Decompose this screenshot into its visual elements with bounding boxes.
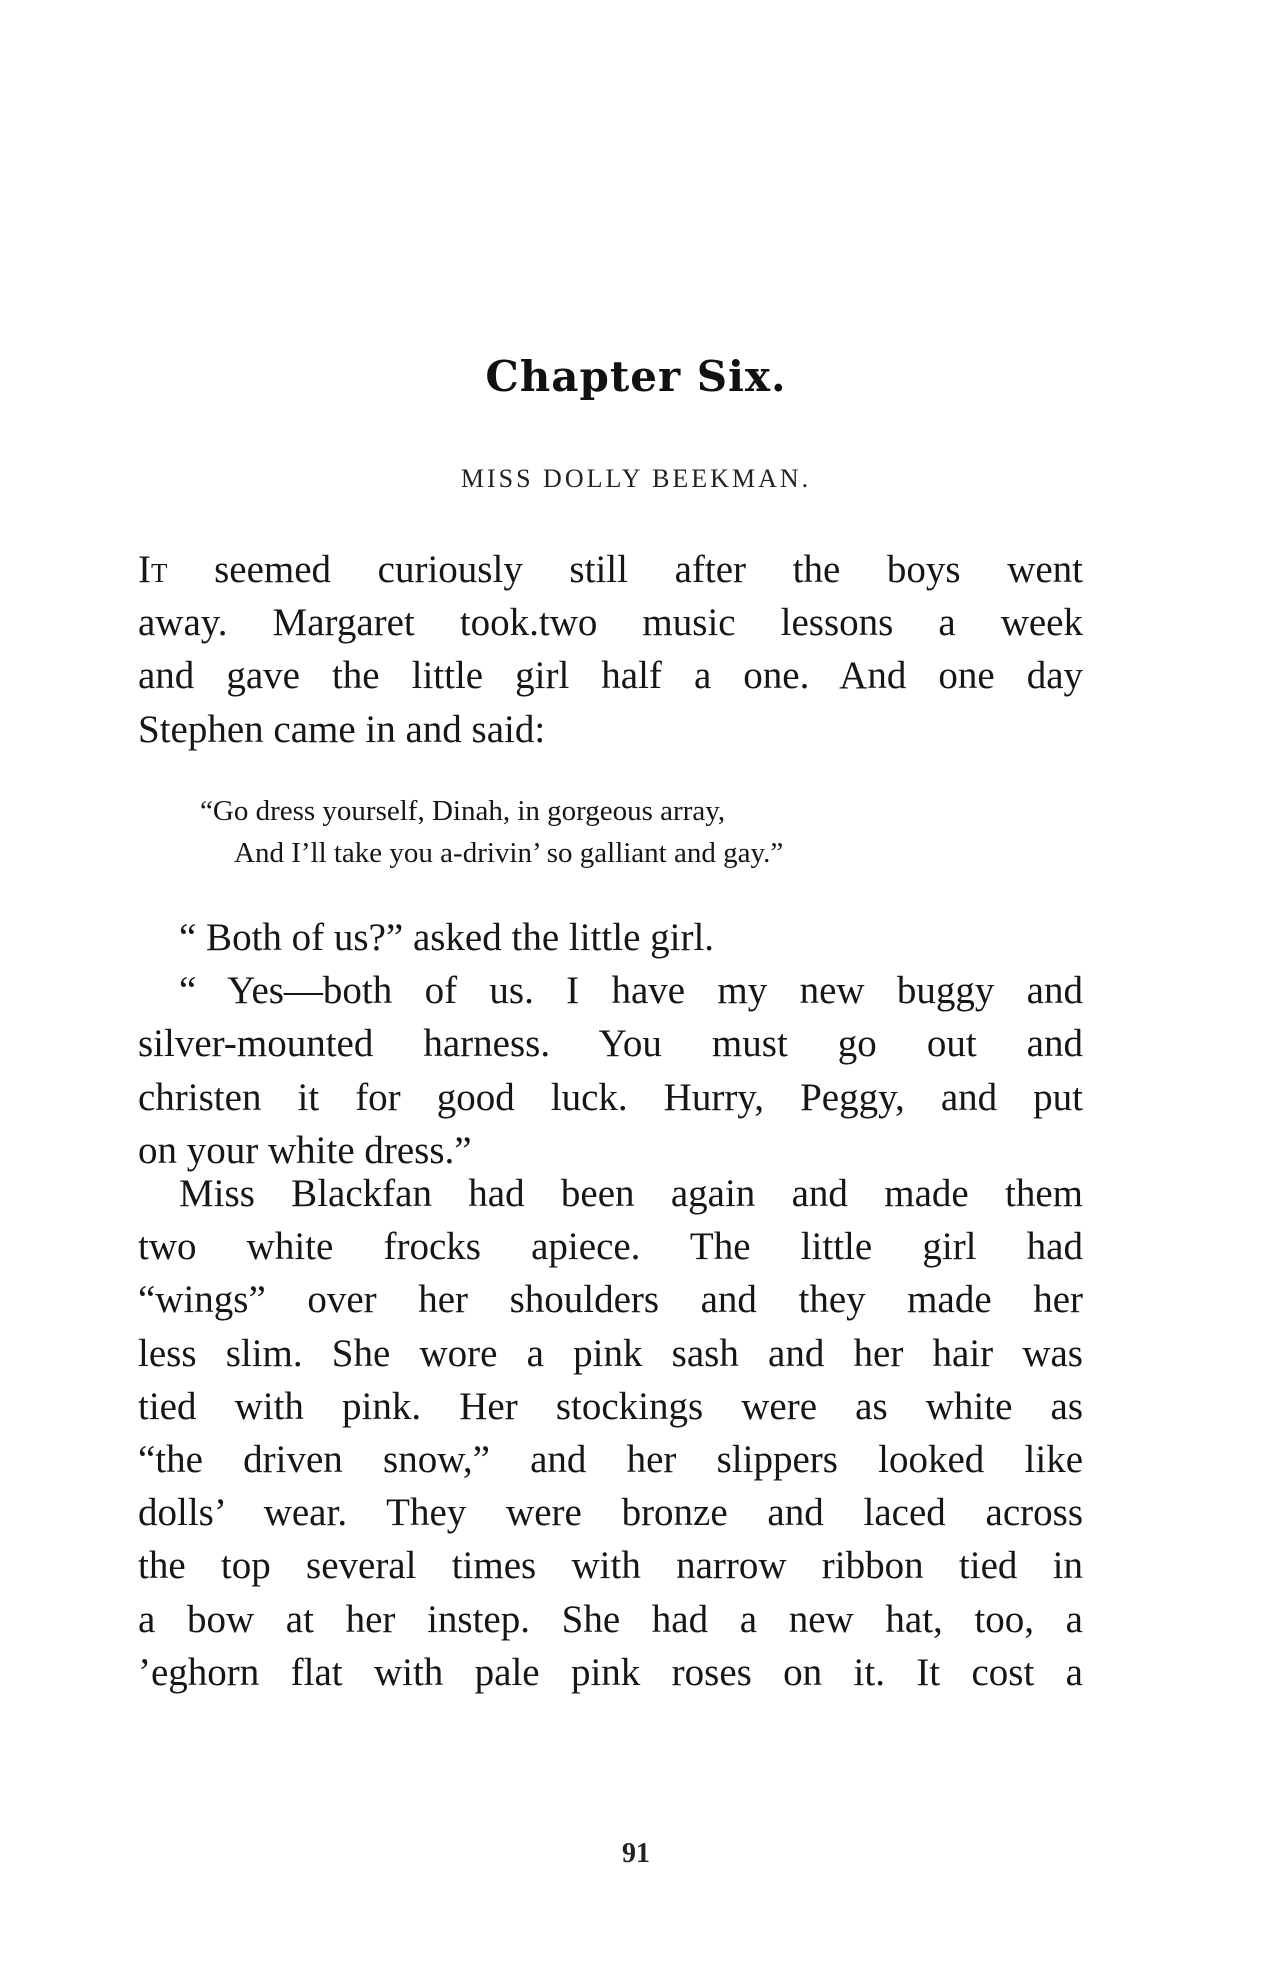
drop-word: It	[138, 548, 168, 591]
paragraph-3	[138, 1167, 1083, 1699]
verse-line: And I’ll take you a-drivin’ so galliant and gay.”	[234, 837, 784, 869]
page-number: 91	[622, 1838, 650, 1869]
paragraph-line: the top several times with narrow ribbon tied in	[138, 1544, 1083, 1588]
verse-line: “Go dress yourself, Dinah, in gorgeous array,	[200, 795, 726, 827]
paragraph-line: and gave the little girl half a one. And one day	[138, 654, 1083, 698]
verse-quote	[200, 790, 1080, 874]
paragraph-line-text: seemed curiously still after the boys went	[167, 548, 1083, 591]
paragraph-line: “wings” over her shoulders and they made her	[138, 1278, 1083, 1322]
chapter-subtitle: MISS DOLLY BEEKMAN.	[460, 464, 812, 493]
paragraph-line: Stephen came in and said:	[138, 707, 546, 751]
paragraph-line: “the driven snow,” and her slippers looked like	[138, 1437, 1083, 1481]
paragraph-line: silver-mounted harness. You must go out and	[138, 1022, 1083, 1066]
paragraph-line: less slim. She wore a pink sash and her hair was	[138, 1331, 1083, 1375]
paragraph-line: on your white dress.”	[138, 1128, 472, 1172]
paragraph-2	[138, 911, 1083, 1177]
paragraph-line: christen it for good luck. Hurry, Peggy, and put	[138, 1075, 1083, 1119]
paragraph-line: away. Margaret took.two music lessons a week	[138, 601, 1083, 645]
paragraph-line: ʼeghorn flat with pale pink roses on it. It cost a	[138, 1650, 1083, 1694]
paragraph-line: a bow at her instep. She had a new hat, too, a	[138, 1597, 1083, 1641]
paragraph-line: tied with pink. Her stockings were as white as	[138, 1384, 1083, 1428]
paragraph-line: Miss Blackfan had been again and made them	[179, 1172, 1083, 1215]
paragraph-1	[138, 543, 1083, 756]
paragraph-line: “ Yes—both of us. I have my new buggy and	[179, 969, 1083, 1013]
paragraph-line	[138, 543, 1083, 596]
paragraph-line: dolls’ wear. They were bronze and laced across	[138, 1491, 1083, 1535]
paragraph-line: “ Both of us?” asked the little girl.	[179, 916, 715, 959]
chapter-heading: Chapter Six.	[485, 352, 787, 401]
paragraph-line: two white frocks apiece. The little girl had	[138, 1225, 1083, 1269]
